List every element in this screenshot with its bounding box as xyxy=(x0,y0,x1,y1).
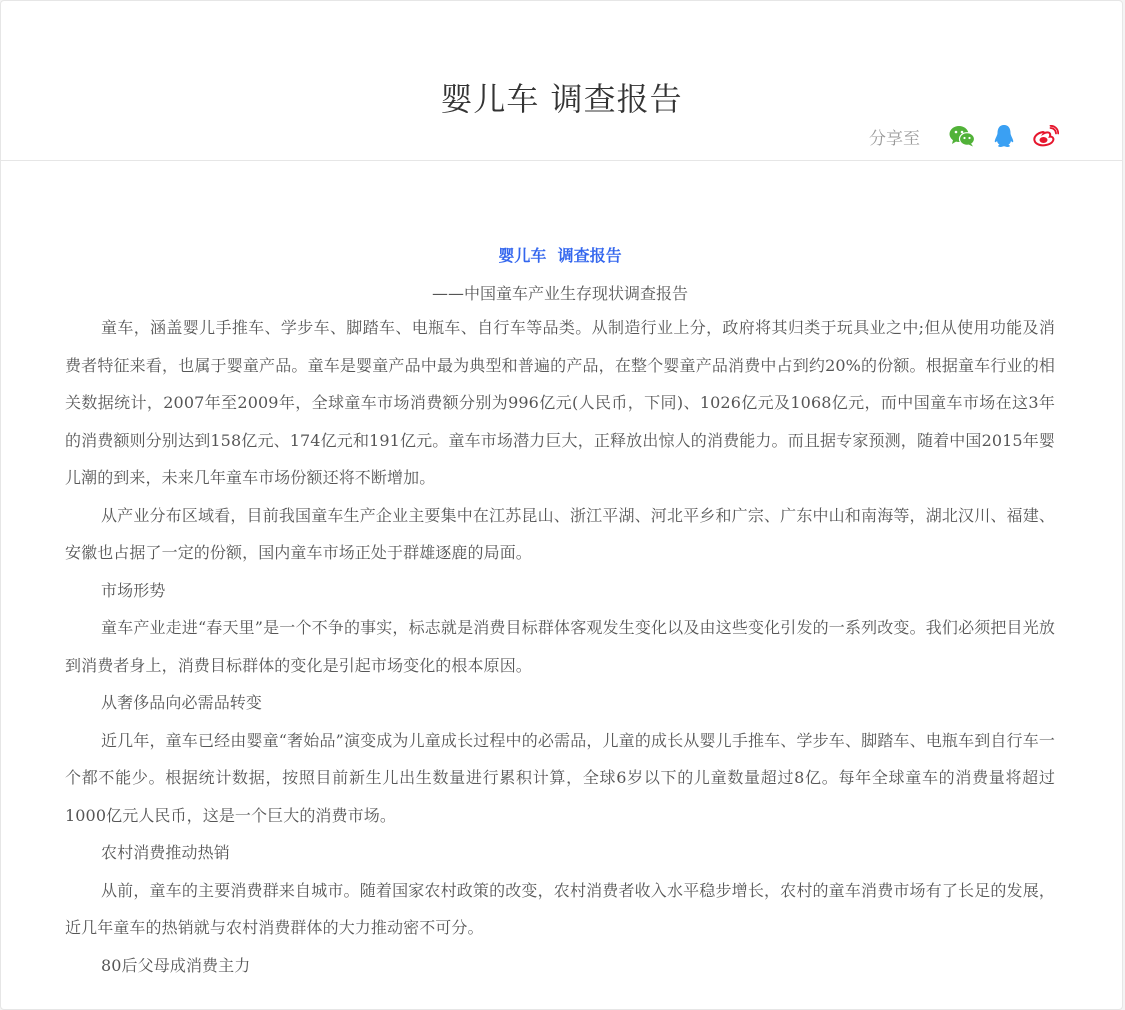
qq-icon[interactable] xyxy=(990,122,1018,150)
paragraph: 近几年，童车已经由婴童“奢始品”演变成为儿童成长过程中的必需品，儿童的成长从婴儿手推车、学步车、脚踏车、电瓶车到自行车一个都不能少。根据统计数据，按照目前新生儿出生数量进行累积计算，全球6岁以下的儿童数量超过8亿。每年全球童车的消费量将超过1000亿元人民币，这是一个巨大的消费市场。 xyxy=(65,730,1055,825)
section-heading: 农村消费推动热销 xyxy=(101,843,230,862)
share-bar xyxy=(869,121,1060,151)
article-subtitle: ——中国童车产业生存现状调查报告 xyxy=(431,284,688,303)
section-heading: 从奢侈品向必需品转变 xyxy=(101,693,263,712)
section-heading: 市场形势 xyxy=(101,580,166,600)
section-heading: 80后父母成消费主力 xyxy=(101,955,251,975)
wechat-icon[interactable] xyxy=(948,122,976,150)
paragraph: 童车，涵盖婴儿手推车、学步车、脚踏车、电瓶车、自行车等品类。从制造行业上分，政府将其归类于玩具业之中;但从使用功能及消费者特征来看，也属于婴童产品。童车是婴童产品中最为典型和普遍的产品，在整个婴童产品消费中占到约20%的份额。根据童车行业的相关数据统计，2007年至2009年，全球童车市场消费额分别为996亿元(人民币，下同)、1026亿元及1068亿元，而中国童车市场在这3年的消费额则分别达到158亿元、174亿元和191亿元。童车市场潜力巨大，正释放出惊人的消费能力。而且据专家预测，随着中国2015年婴儿潮的到来，未来几年童车市场份额还将不断增加。 xyxy=(65,318,1055,487)
share-label: 分享至 xyxy=(869,128,920,149)
article-title: 婴儿车 调查报告 xyxy=(498,246,622,265)
page-title: 婴儿车 调查报告 xyxy=(440,80,683,119)
article-body xyxy=(65,241,1055,984)
paragraph: 从产业分布区域看，目前我国童车生产企业主要集中在江苏昆山、浙江平湖、河北平乡和广宗、广东中山和南海等，湖北汉川、福建、安徽也占据了一定的份额，国内童车市场正处于群雄逐鹿的局面。 xyxy=(65,505,1055,562)
paragraph: 从前，童车的主要消费群来自城市。随着国家农村政策的改变，农村消费者收入水平稳步增长，农村的童车消费市场有了长足的发展，近几年童车的热销就与农村消费群体的大力推动密不可分。 xyxy=(65,880,1055,937)
weibo-icon[interactable] xyxy=(1032,122,1060,150)
page-header xyxy=(1,1,1122,161)
paragraph: 童车产业走进“春天里”是一个不争的事实，标志就是消费目标群体客观发生变化以及由这些变化引发的一系列改变。我们必须把目光放到消费者身上，消费目标群体的变化是引起市场变化的根本原因。 xyxy=(65,618,1055,675)
